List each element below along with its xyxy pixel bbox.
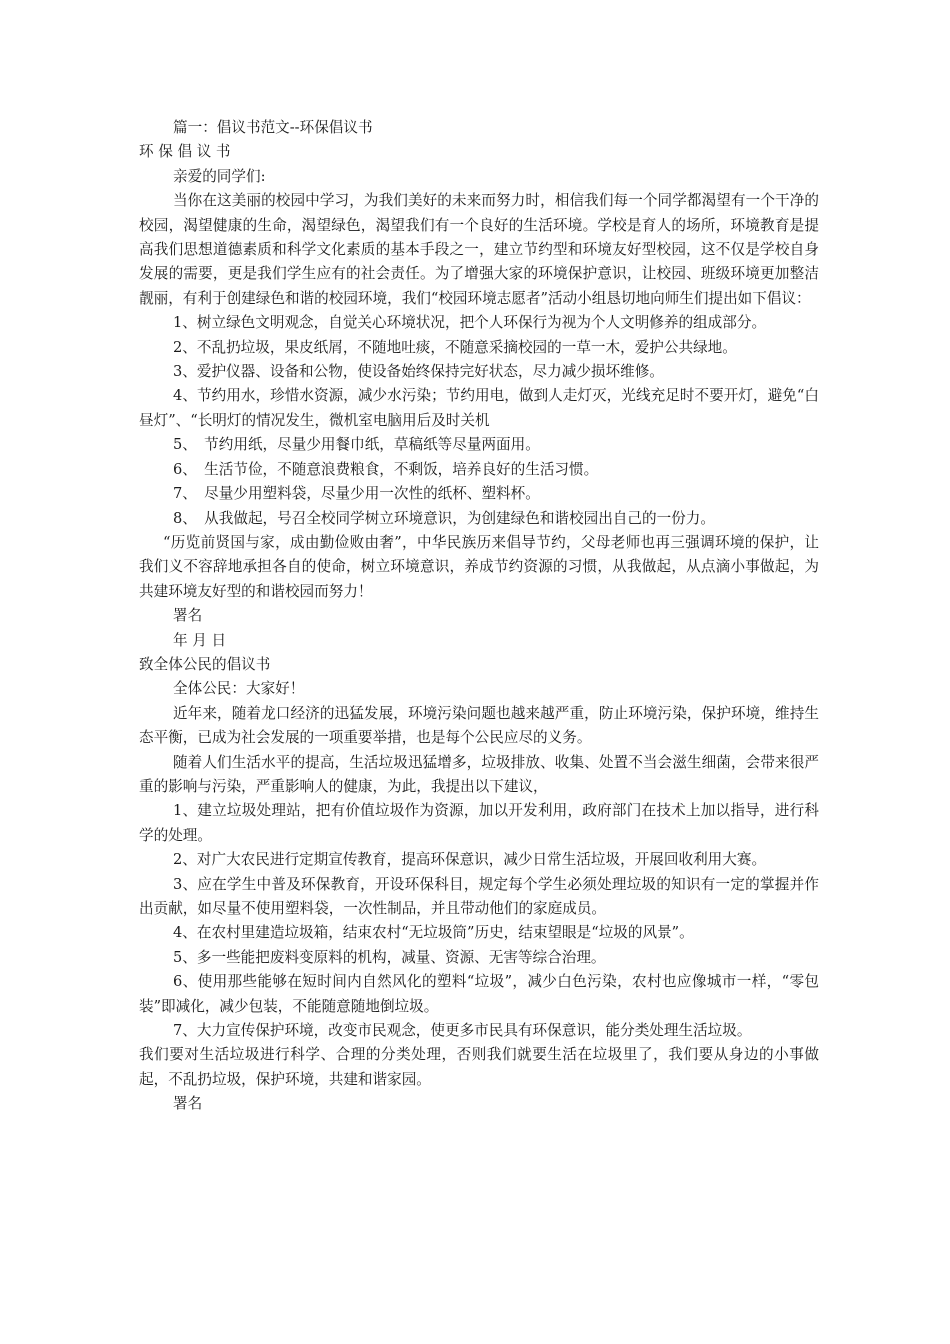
- letter-title: 致全体公民的倡议书: [139, 655, 271, 673]
- closing-paragraph: “历览前贤国与家，成由勤俭败由奢”，中华民族历来倡导节约，父母老师也再三强调环境的保护，让我们义不容辞地承担各自的使命，树立环境意识，养成节约资源的习惯，从我做起，从点滴小事做起，为共建环境友好型的和谐校园而努力！: [139, 533, 819, 600]
- signature: 署名: [173, 607, 203, 625]
- proposal-item: 3、爱护仪器、设备和公物，使设备始终保持完好状态，尽力减少损坏维修。: [173, 363, 664, 381]
- proposal-item: 1、树立绿色文明观念，自觉关心环境状况，把个人环保行为视为个人文明修养的组成部分。: [173, 314, 767, 332]
- proposal-item: 1、建立垃圾处理站，把有价值垃圾作为资源，加以开发利用，政府部门在技术上加以指导，进行科学的处理。: [139, 802, 819, 844]
- signature: 署名: [173, 1095, 203, 1113]
- proposal-item: 3、应在学生中普及环保教育，开设环保科目，规定每个学生必须处理垃圾的知识有一定的掌握并作出贡献，如尽量不使用塑料袋，一次性制品，并且带动他们的家庭成员。: [139, 875, 819, 917]
- proposal-item: 2、对广大农民进行定期宣传教育，提高环保意识，减少日常生活垃圾，开展回收利用大赛。: [173, 851, 767, 869]
- document-page: [139, 116, 819, 1117]
- closing-paragraph: 我们要对生活垃圾进行科学、合理的分类处理，否则我们就要生活在垃圾里了，我们要从身边的小事做起，不乱扔垃圾，保护环境，共建和谐家园。: [139, 1046, 819, 1088]
- section-heading: 篇一：倡议书范文--环保倡议书: [173, 119, 373, 136]
- proposal-item: 7、 尽量少用塑料袋，尽量少用一次性的纸杯、塑料杯。: [173, 485, 540, 503]
- letter-greeting: 亲爱的同学们:: [173, 167, 266, 185]
- proposal-item: 6、 生活节俭，不随意浪费粮食，不剩饭，培养良好的生活习惯。: [173, 460, 599, 478]
- proposal-item: 4、在农村里建造垃圾箱，结束农村“无垃圾筒”历史，结束望眼是“垃圾的风景”。: [173, 924, 694, 942]
- proposal-item: 7、大力宣传保护环境，改变市民观念，使更多市民具有环保意识，能分类处理生活垃圾。: [173, 1022, 752, 1040]
- proposal-item: 4、节约用水，珍惜水资源，减少水污染；节约用电，做到人走灯灭，光线充足时不要开灯，避免“白昼灯”、“长明灯的情况发生，微机室电脑用后及时关机: [139, 387, 819, 429]
- body-paragraph: 随着人们生活水平的提高，生活垃圾迅猛增多，垃圾排放、收集、处置不当会滋生细菌，会带来很严重的影响与污染，严重影响人的健康，为此，我提出以下建议，: [139, 753, 819, 795]
- intro-paragraph: 当你在这美丽的校园中学习，为我们美好的未来而努力时，相信我们每一个同学都渴望有一个干净的校园，渴望健康的生命，渴望绿色，渴望我们有一个良好的生活环境。学校是育人的场所，环境教育是提高我们思想道德素质和科学文化素质的基本手段之一，建立节约型和环境友好型校园，这不仅是学校自身发展的需要，更是我们学生应有的社会责任。为了增强大家的环境保护意识，让校园、班级环境更加整洁靓丽，有利于创建绿色和谐的校园环境，我们“校园环境志愿者”活动小组恳切地向师生们提出如下倡议：: [139, 192, 819, 307]
- proposal-item: 8、 从我做起，号召全校同学树立环境意识，为创建绿色和谐校园出自己的一份力。: [173, 509, 715, 527]
- proposal-item: 5、 节约用纸，尽量少用餐巾纸，草稿纸等尽量两面用。: [173, 436, 540, 454]
- letter-greeting: 全体公民：大家好！: [173, 680, 305, 698]
- proposal-item: 6、使用那些能够在短时间内自然风化的塑料“垃圾”，减少白色污染，农村也应像城市一样，“零包装”即减化，减少包装，不能随意随地倒垃圾。: [139, 973, 819, 1015]
- body-paragraph: 近年来，随着龙口经济的迅猛发展，环境污染问题也越来越严重，防止环境污染，保护环境，维持生态平衡，已成为社会发展的一项重要举措，也是每个公民应尽的义务。: [139, 704, 819, 747]
- date-line: 年 月 日: [173, 631, 227, 649]
- proposal-item: 5、多一些能把废料变原料的机构，减量、资源、无害等综合治理。: [173, 948, 606, 966]
- letter-title: 环 保 倡 议 书: [139, 143, 231, 161]
- proposal-item: 2、不乱扔垃圾，果皮纸屑，不随地吐痰，不随意采摘校园的一草一木，爱护公共绿地。: [173, 338, 737, 356]
